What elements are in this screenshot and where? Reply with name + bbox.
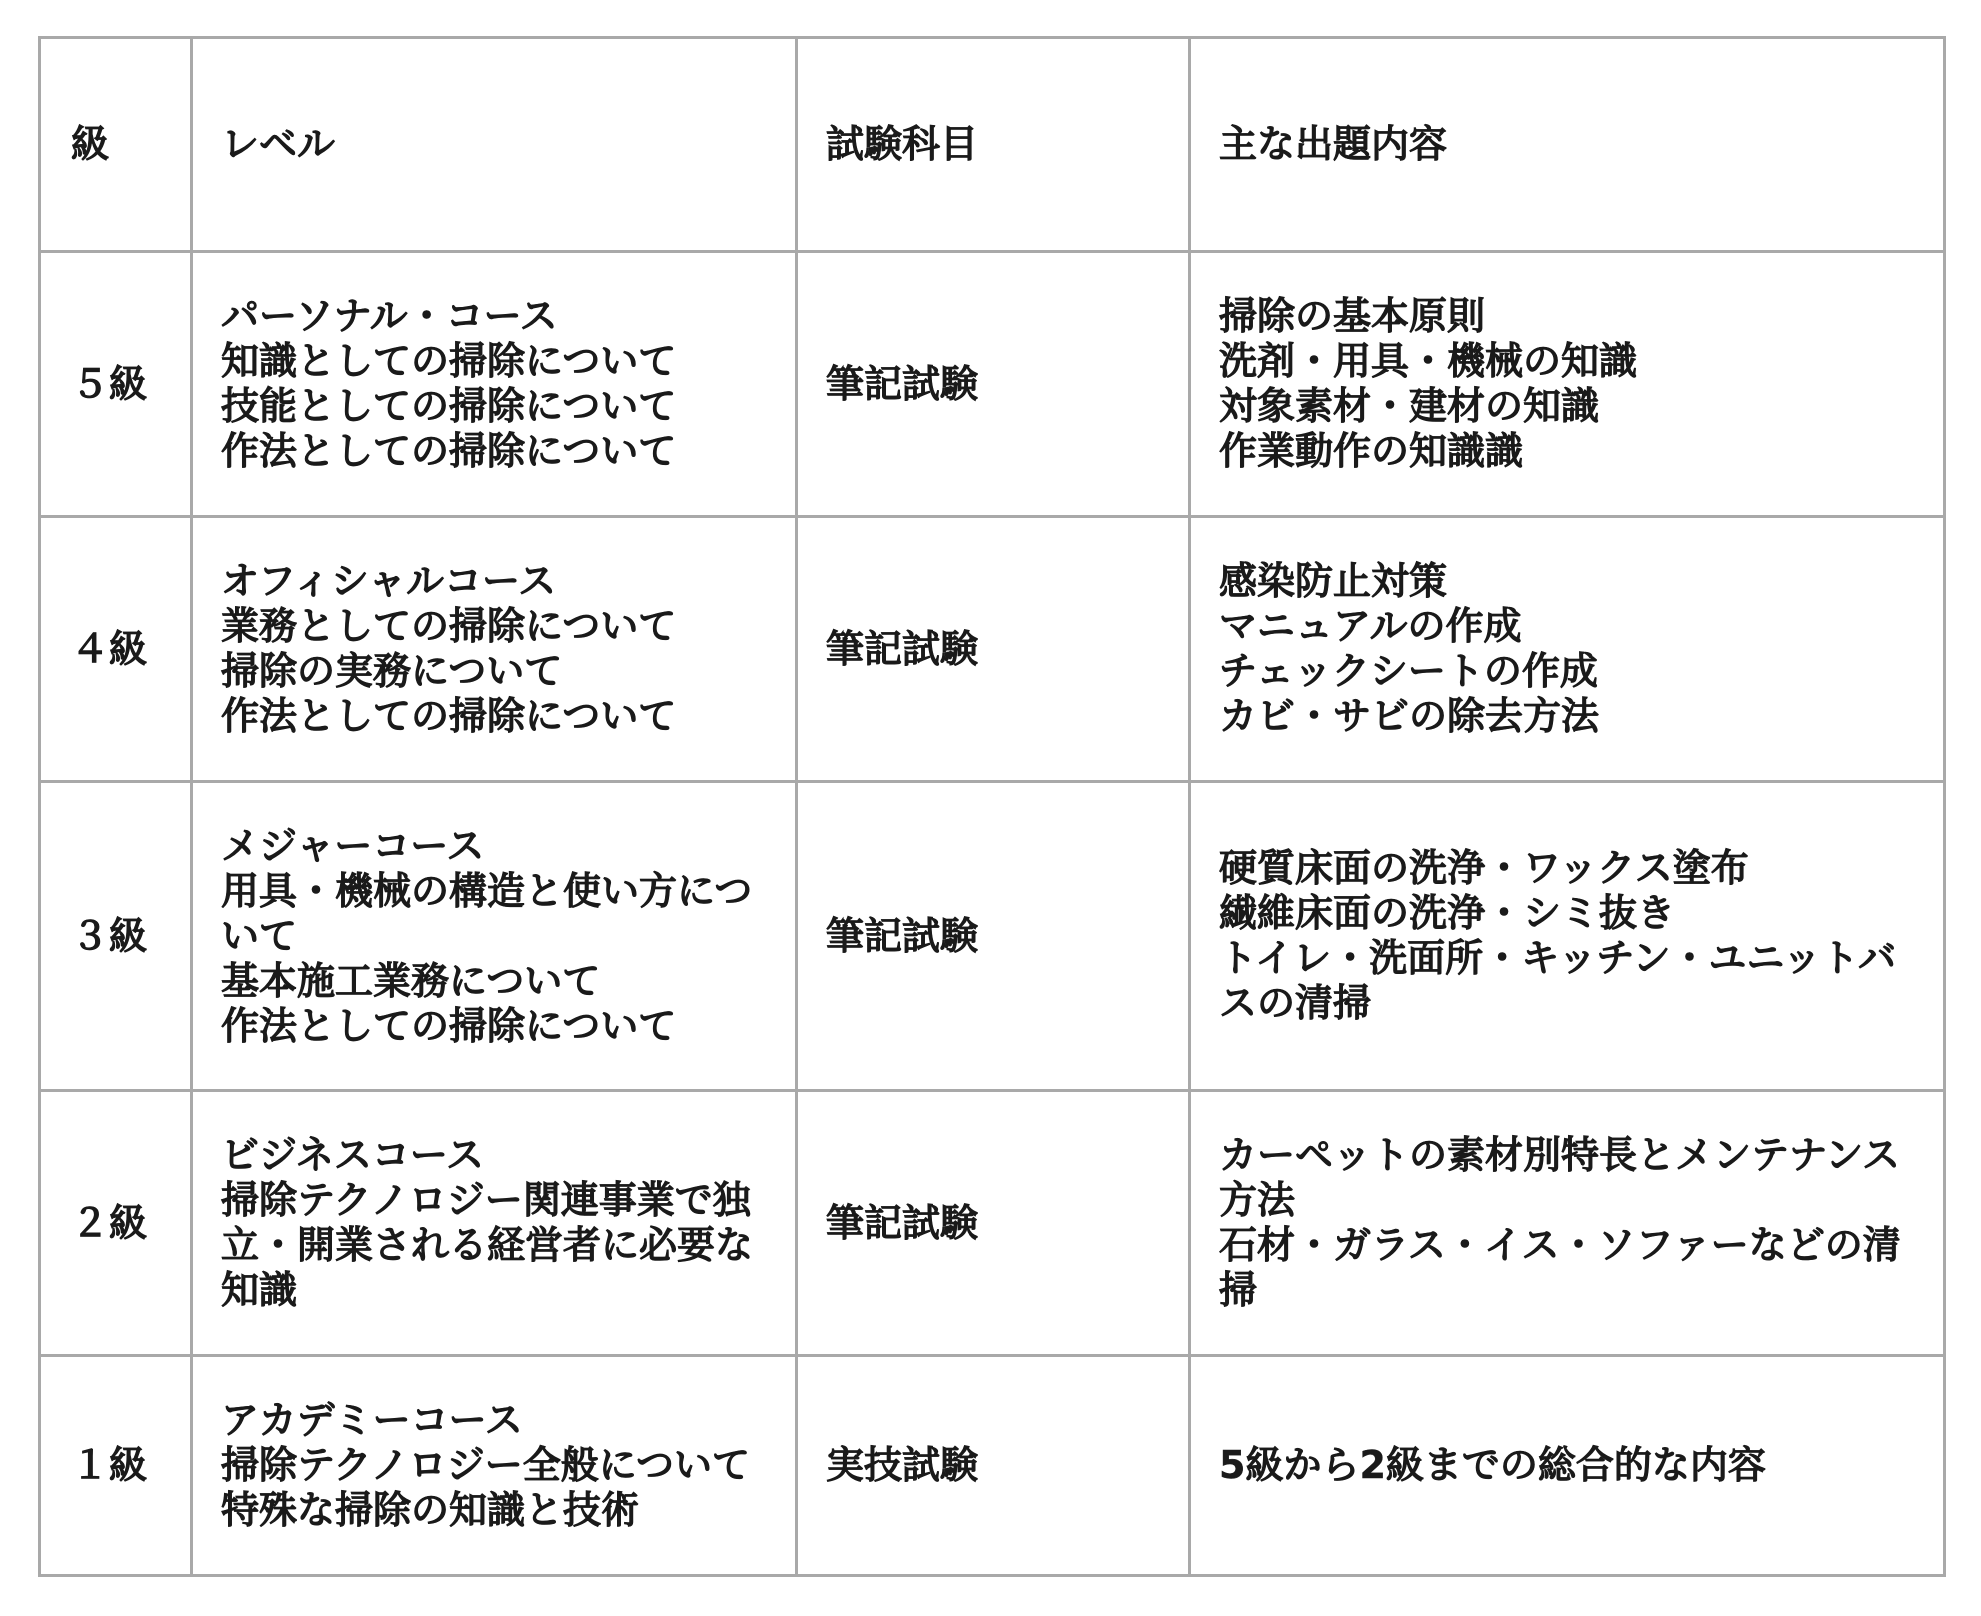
level-line: 用具・機械の構造と使い方について xyxy=(221,868,753,958)
subject-cell: 実技試験 xyxy=(797,1356,1190,1576)
content-cell xyxy=(1190,252,1945,517)
level-line: 技能としての掃除について xyxy=(221,384,677,428)
content-line: 硬質床面の洗浄・ワックス塗布 xyxy=(1219,846,1749,890)
content-line: 対象素材・建材の知識 xyxy=(1219,384,1600,428)
level-cell xyxy=(192,252,797,517)
level-line: ビジネスコース xyxy=(221,1133,484,1177)
content-cell xyxy=(1190,1356,1945,1576)
grade-cell: ５級 xyxy=(40,252,192,517)
subject-cell: 筆記試験 xyxy=(797,782,1190,1091)
level-line: 掃除テクノロジー関連事業で独立・開業される経営者に必要な知識 xyxy=(221,1178,754,1312)
table-row xyxy=(40,517,1945,782)
level-line: 基本施工業務について xyxy=(221,958,601,1003)
grade-cell: ３級 xyxy=(40,782,192,1091)
level-line: オフィシャルコース xyxy=(221,559,557,603)
content-line: 洗剤・用具・機械の知識 xyxy=(1219,339,1638,383)
content-cell xyxy=(1190,1091,1945,1356)
header-grade: 級 xyxy=(40,38,192,252)
content-line: マニュアルの作成 xyxy=(1219,604,1522,648)
level-line: 作法としての掃除について xyxy=(221,429,677,473)
level-line: 作法としての掃除について xyxy=(221,694,677,738)
content-line: 感染防止対策 xyxy=(1219,559,1448,603)
table-row xyxy=(40,252,1945,517)
subject-cell: 筆記試験 xyxy=(797,252,1190,517)
level-cell xyxy=(192,1091,797,1356)
subject-cell: 筆記試験 xyxy=(797,1091,1190,1356)
level-line: 業務としての掃除について xyxy=(221,604,677,648)
content-line: 石材・ガラス・イス・ソファーなどの清掃 xyxy=(1219,1223,1901,1312)
content-line: 5級から2級までの総合的な内容 xyxy=(1219,1443,1766,1487)
level-line: 作法としての掃除について xyxy=(221,1003,677,1048)
content-cell xyxy=(1190,782,1945,1091)
content-line: トイレ・洗面所・キッチン・ユニットバスの清掃 xyxy=(1219,936,1897,1025)
grade-cell: １級 xyxy=(40,1356,192,1576)
level-cell xyxy=(192,517,797,782)
table-row xyxy=(40,1091,1945,1356)
exam-level-table xyxy=(38,36,1946,1577)
level-cell xyxy=(192,782,797,1091)
content-cell xyxy=(1190,517,1945,782)
content-line: 作業動作の知識識 xyxy=(1219,429,1524,473)
table-row xyxy=(40,1356,1945,1576)
grade-cell: ４級 xyxy=(40,517,192,782)
level-line: 掃除テクノロジー全般について特殊な掃除の知識と技術 xyxy=(221,1443,750,1532)
subject-cell: 筆記試験 xyxy=(797,517,1190,782)
level-line: メジャーコース xyxy=(221,823,485,868)
content-line: チェックシートの作成 xyxy=(1219,649,1598,693)
content-line: 繊維床面の洗浄・シミ抜き xyxy=(1219,891,1676,935)
table-row xyxy=(40,782,1945,1091)
level-line: 知識としての掃除について xyxy=(221,339,677,383)
level-line: パーソナル・コース xyxy=(221,294,558,338)
level-line: 掃除の実務について xyxy=(221,649,563,693)
grade-cell: ２級 xyxy=(40,1091,192,1356)
content-line: カビ・サビの除去方法 xyxy=(1219,694,1600,738)
header-level: レベル xyxy=(192,38,797,252)
level-cell xyxy=(192,1356,797,1576)
level-line: アカデミーコース xyxy=(221,1398,523,1442)
content-line: カーペットの素材別特長とメンテナンス方法 xyxy=(1219,1133,1900,1222)
header-content: 主な出題内容 xyxy=(1190,38,1945,252)
header-subject: 試験科目 xyxy=(797,38,1190,252)
content-line: 掃除の基本原則 xyxy=(1219,294,1486,338)
table-header-row xyxy=(40,38,1945,252)
